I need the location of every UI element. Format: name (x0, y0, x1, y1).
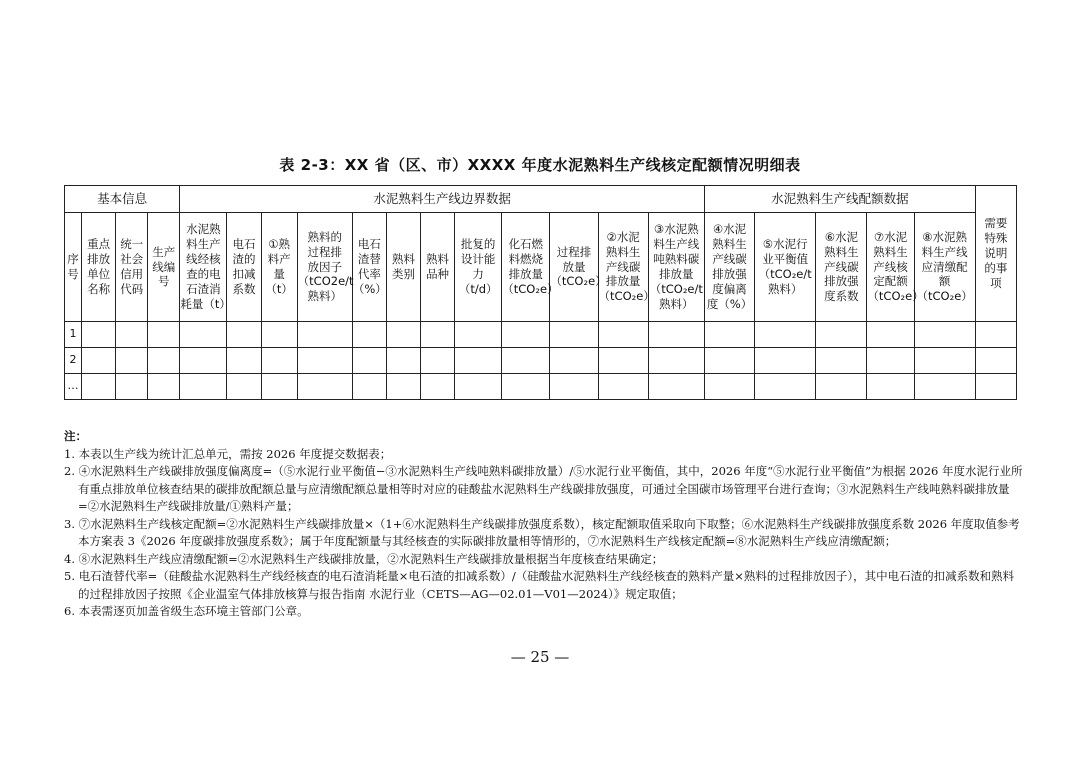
notes-heading: 注： (64, 429, 87, 443)
table-cell (704, 374, 754, 400)
table-cell (975, 322, 1016, 348)
column-header-18: ⑤水泥行 业平衡值 （tCO₂e/t 熟料） (755, 213, 816, 322)
table-cell (82, 348, 116, 374)
table-cell (598, 322, 648, 348)
table-cell (421, 374, 455, 400)
table-cell (297, 374, 352, 400)
table-cell (648, 322, 704, 348)
table-cell (180, 322, 227, 348)
table-cell (180, 374, 227, 400)
note-item: 6. 本表需逐页加盖省级生态环境主管部门公章。 (64, 604, 309, 618)
table-cell (227, 322, 261, 348)
table-cell (386, 322, 420, 348)
table-cell (386, 374, 420, 400)
column-header-7: ①熟 料产 量 （t） (261, 213, 297, 322)
table-cell (550, 348, 598, 374)
table-cell (116, 374, 148, 400)
section-basic-info: 基本信息 (65, 186, 180, 213)
table-cell (421, 348, 455, 374)
table-cell (227, 348, 261, 374)
table-cell (180, 348, 227, 374)
table-cell (82, 322, 116, 348)
table-cell (867, 348, 914, 374)
column-header-10: 熟料 类别 (386, 213, 420, 322)
table-cell (502, 322, 550, 348)
table-cell (455, 348, 502, 374)
note-item: 1. 本表以生产线为统计汇总单元，需按 2026 年度提交数据表； (64, 446, 392, 461)
row-number: 1 (65, 322, 82, 348)
table-cell (755, 322, 816, 348)
column-header-3: 统一 社会 信用 代码 (116, 213, 148, 322)
table-cell (261, 374, 297, 400)
table-cell (598, 348, 648, 374)
quota-detail-table (64, 185, 1017, 400)
note-item: 3. ⑦水泥熟料生产线核定配额=②水泥熟料生产线碳排放量×（1+⑥水泥熟料生产线碳排放强度系数），核定配额取值采取向下取整；⑥水泥熟料生产线碳排放强度系数 2026 年度取值参考本方案表 3《2026 年度碳排放强度系数》；属于年度配额量与其经核查的实际碳排放量相等情形的，⑦水泥熟料生产线核定配额=⑧水泥熟料生产线应清缴配额； (64, 516, 1020, 548)
column-header-11: 熟料 品种 (421, 213, 455, 322)
section-boundary-data: 水泥熟料生产线边界数据 (180, 186, 705, 213)
column-header-17: ④水泥 熟料生 产线碳 排放强 度偏离 度（%） (704, 213, 754, 322)
column-header-16: ③水泥熟 料生产线 吨熟料碳 排放量 （tCO₂e/t 熟料） (648, 213, 704, 322)
table-cell (455, 322, 502, 348)
table-cell (502, 348, 550, 374)
page-number: — 25 — (510, 648, 570, 666)
column-header-14: 过程排 放量 （tCO₂e） (550, 213, 598, 322)
table-cell (867, 322, 914, 348)
table-cell (116, 322, 148, 348)
row-number: … (65, 374, 82, 400)
table-cell (261, 322, 297, 348)
table-cell (755, 348, 816, 374)
column-header-6: 电石 渣的 扣减 系数 (227, 213, 261, 322)
section-quota-data: 水泥熟料生产线配额数据 (704, 186, 975, 213)
note-item: 2. ④水泥熟料生产线碳排放强度偏离度=（⑤水泥行业平衡值−③水泥熟料生产线吨熟料碳排放量）/⑤水泥行业平衡值，其中，2026 年度“⑤水泥行业平衡值”为根据 2026 年度水泥行业所有重点排放单位核查结果的碳排放配额总量与应清缴配额总量相等时对应的硅酸盐水泥熟料生产线碳排放强度，可通过全国碳市场管理平台进行查询；③水泥熟料生产线吨熟料碳排放量=②水泥熟料生产线碳排放量/①熟料产量； (64, 464, 1023, 513)
table-cell (352, 348, 386, 374)
col-special-notes: 需要 特殊 说明 的事 项 (975, 186, 1016, 322)
table-cell (148, 322, 180, 348)
table-cell (975, 374, 1016, 400)
table-cell (297, 348, 352, 374)
column-header-2: 重点 排放 单位 名称 (82, 213, 116, 322)
table-cell (421, 322, 455, 348)
table-row (65, 322, 1017, 348)
table-cell (502, 374, 550, 400)
column-header-13: 化石燃 料燃烧 排放量 （tCO₂e） (502, 213, 550, 322)
table-cell (148, 374, 180, 400)
column-header-20: ⑦水泥 熟料生 产线核 定配额 （tCO₂e） (867, 213, 914, 322)
column-header-5: 水泥熟 料生产 线经核 查的电 石渣消 耗量（t） (180, 213, 227, 322)
row-number: 2 (65, 348, 82, 374)
table-cell (550, 374, 598, 400)
table-cell (914, 348, 975, 374)
table-cell (352, 374, 386, 400)
note-item: 5. 电石渣替代率=（硅酸盐水泥熟料生产线经核查的电石渣消耗量×电石渣的扣减系数）/（硅酸盐水泥熟料生产线经核查的熟料产量×熟料的过程排放因子），其中电石渣的扣减系数和熟料的过程排放因子按照《企业温室气体排放核算与报告指南 水泥行业（CETS—AG—02.01—V01—2024）》规定取值； (64, 569, 1015, 601)
column-header-12: 批复的 设计能 力 （t/d） (455, 213, 502, 322)
table-cell (116, 348, 148, 374)
table-cell (914, 374, 975, 400)
table-row (65, 374, 1017, 400)
table-cell (297, 322, 352, 348)
table-cell (82, 374, 116, 400)
column-header-9: 电石 渣替 代率 （%） (352, 213, 386, 322)
table-cell (648, 348, 704, 374)
table-cell (867, 374, 914, 400)
table-cell (816, 322, 867, 348)
table-cell (261, 348, 297, 374)
note-item: 4. ⑧水泥熟料生产线应清缴配额=②水泥熟料生产线碳排放量，②水泥熟料生产线碳排放量根据当年度核查结果确定； (64, 551, 664, 566)
table-cell (227, 374, 261, 400)
table-cell (914, 322, 975, 348)
table-cell (352, 322, 386, 348)
table-cell (386, 348, 420, 374)
table-cell (455, 374, 502, 400)
table-cell (816, 348, 867, 374)
table-cell (648, 374, 704, 400)
table-cell (550, 322, 598, 348)
notes-section (64, 428, 1024, 621)
table-cell (704, 322, 754, 348)
table-cell (148, 348, 180, 374)
table-cell (704, 348, 754, 374)
column-header-4: 生产 线编 号 (148, 213, 180, 322)
column-header-8: 熟料的 过程排 放因子 （tCO2e/t 熟料） (297, 213, 352, 322)
column-header-1: 序 号 (65, 213, 82, 322)
column-header-19: ⑥水泥 熟料生 产线碳 排放强 度系数 (816, 213, 867, 322)
table-cell (975, 348, 1016, 374)
column-header-15: ②水泥 熟料生 产线碳 排放量 （tCO₂e） (598, 213, 648, 322)
table-cell (816, 374, 867, 400)
column-header-21: ⑧水泥熟 料生产线 应清缴配 额（tCO₂e） (914, 213, 975, 322)
table-row (65, 348, 1017, 374)
table-cell (755, 374, 816, 400)
table-cell (598, 374, 648, 400)
table-title: 表 2-3：XX 省（区、市）XXXX 年度水泥熟料生产线核定配额情况明细表 (279, 156, 801, 174)
